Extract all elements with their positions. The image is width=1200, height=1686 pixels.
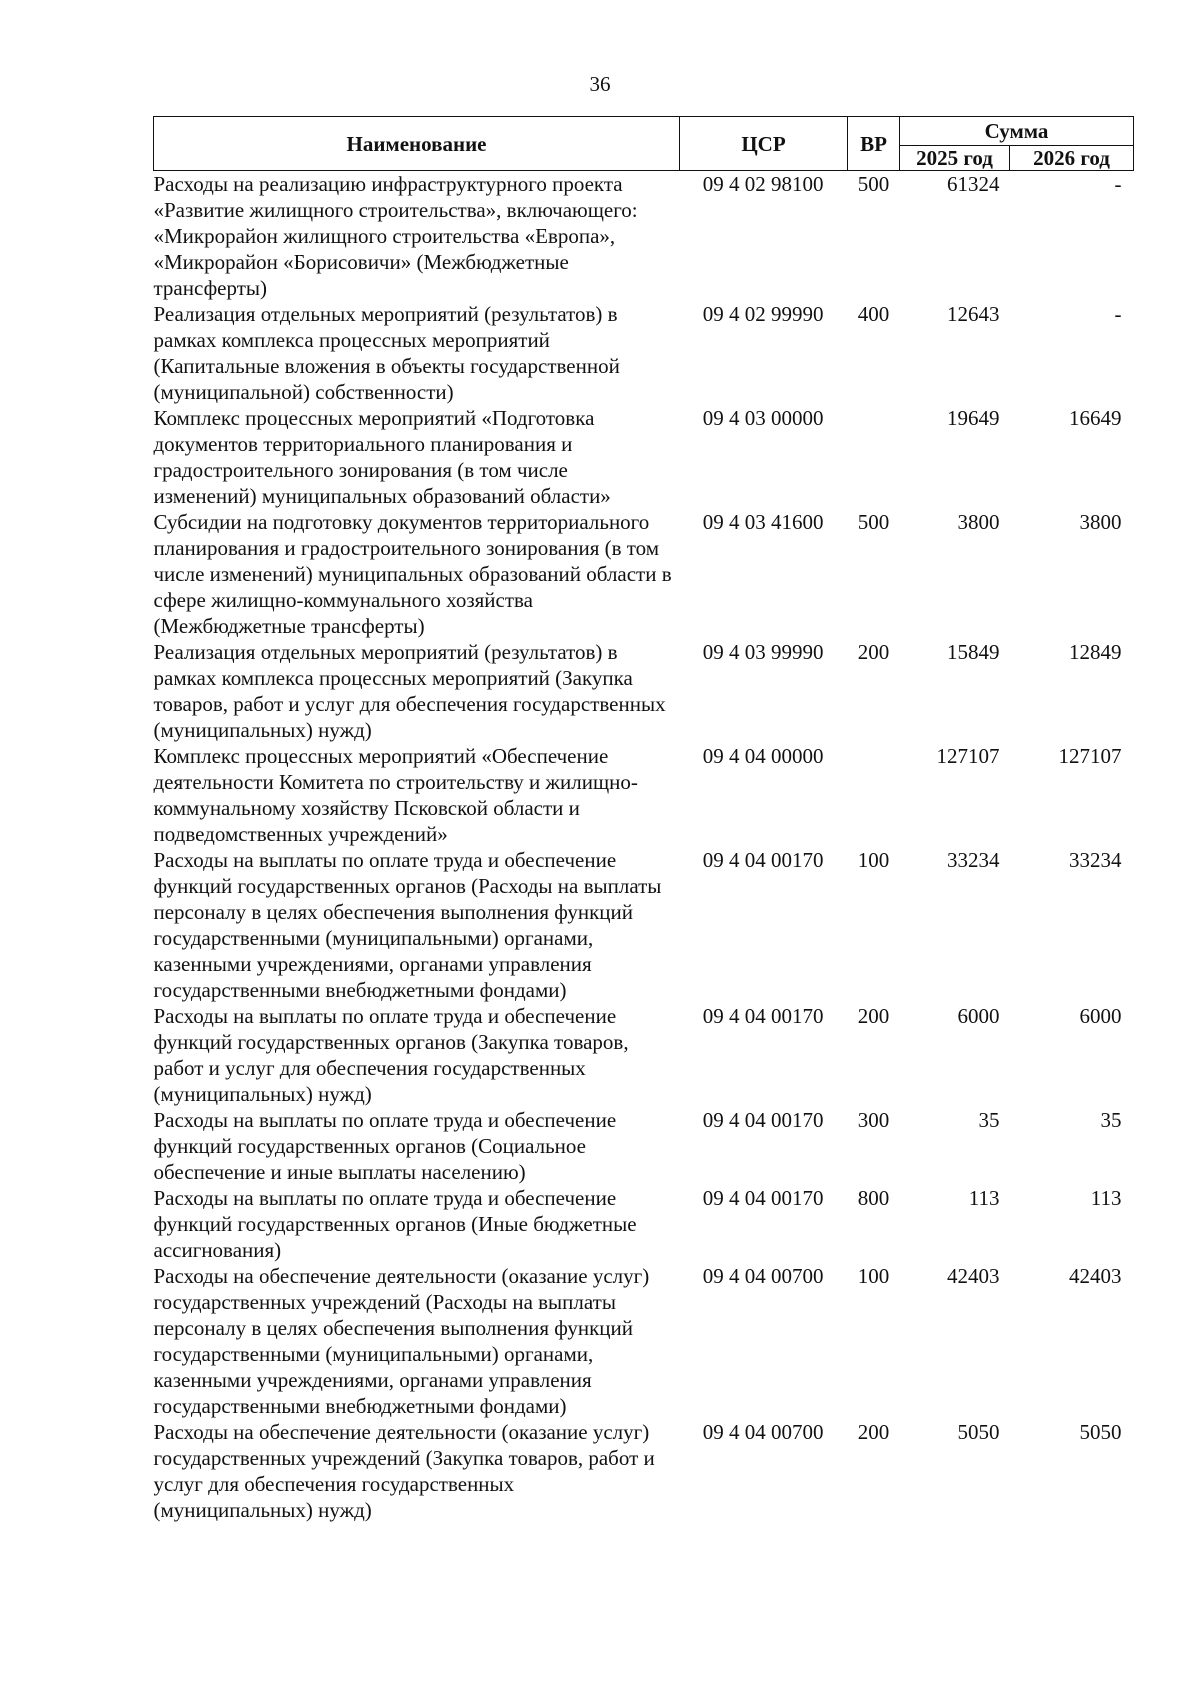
row-name: Расходы на реализацию инфраструктурного проекта «Развитие жилищного строительства», включающего: «Микрорайон жилищного строительства «Европа», «Микрорайон «Борисовичи» (Межбюджетные трансферты) <box>153 172 638 300</box>
header-vr: ВР <box>848 117 900 171</box>
row-vr: 200 <box>857 640 890 664</box>
row-name: Реализация отдельных мероприятий (результатов) в рамках комплекса процессных мероприятий (Закупка товаров, работ и услуг для обеспечения государственных (муниципальных) нужд) <box>153 640 666 742</box>
row-csr: 09 4 04 00000 <box>702 744 824 768</box>
row-amount-2026: 6000 <box>1079 1004 1122 1028</box>
row-amount-2026: - <box>1114 302 1122 326</box>
header-name: Наименование <box>154 117 680 171</box>
row-csr: 09 4 04 00170 <box>702 1004 824 1028</box>
header-csr: ЦСР <box>680 117 848 171</box>
row-amount-2026: 16649 <box>1069 406 1122 430</box>
row-vr: 300 <box>857 1108 890 1132</box>
row-name: Расходы на обеспечение деятельности (оказание услуг) государственных учреждений (Закупка товаров, работ и услуг для обеспечения государственных (муниципальных) нужд) <box>153 1420 655 1522</box>
row-amount-2026: 35 <box>1100 1108 1122 1132</box>
row-name: Комплекс процессных мероприятий «Обеспечение деятельности Комитета по строительству и жилищно-коммунальному хозяйству Псковской области и подведомственных учреждений» <box>153 744 638 846</box>
table-row <box>154 1419 1134 1523</box>
table-row <box>154 171 1134 302</box>
row-csr: 09 4 04 00170 <box>702 1108 824 1132</box>
row-vr: 500 <box>857 510 890 534</box>
table-row <box>154 1003 1134 1107</box>
row-csr: 09 4 04 00700 <box>702 1420 824 1444</box>
row-amount-2025: 61324 <box>947 172 1000 196</box>
row-name: Расходы на обеспечение деятельности (оказание услуг) государственных учреждений (Расходы на выплаты персоналу в целях обеспечения выполнения функций государственными (муниципальными) органами, казенными учреждениями, органами управления государственными внебюджетными фондами) <box>153 1264 650 1418</box>
row-amount-2026: 127107 <box>1058 744 1122 768</box>
budget-table <box>153 116 1134 1523</box>
table-row <box>154 1107 1134 1185</box>
row-csr: 09 4 03 00000 <box>702 406 824 430</box>
header-sum: Сумма <box>900 117 1134 146</box>
row-vr <box>848 743 900 847</box>
row-amount-2025: 19649 <box>947 406 1000 430</box>
row-amount-2025: 12643 <box>947 302 1000 326</box>
header-year-2025: 2025 год <box>900 146 1010 171</box>
row-csr: 09 4 04 00170 <box>702 1186 824 1210</box>
row-amount-2026: - <box>1114 172 1122 196</box>
table-row <box>154 743 1134 847</box>
row-name: Субсидии на подготовку документов территориального планирования и градостроительного зонирования (в том числе изменений) муниципальных образований области в сфере жилищно-коммунального хозяйства (Межбюджетные трансферты) <box>153 510 672 638</box>
table-body <box>154 171 1134 1524</box>
row-csr: 09 4 04 00700 <box>702 1264 824 1288</box>
row-vr: 100 <box>857 1264 890 1288</box>
table-row <box>154 509 1134 639</box>
table-header <box>154 117 1134 171</box>
row-vr: 500 <box>857 172 890 196</box>
row-csr: 09 4 03 99990 <box>702 640 824 664</box>
row-vr: 800 <box>857 1186 890 1210</box>
row-amount-2025: 42403 <box>947 1264 1000 1288</box>
row-csr: 09 4 04 00170 <box>702 848 824 872</box>
table-row <box>154 1185 1134 1263</box>
row-amount-2025: 15849 <box>947 640 1000 664</box>
row-csr: 09 4 02 99990 <box>702 302 824 326</box>
row-amount-2026: 33234 <box>1069 848 1122 872</box>
row-amount-2026: 42403 <box>1069 1264 1122 1288</box>
row-vr: 200 <box>857 1004 890 1028</box>
row-amount-2025: 127107 <box>936 744 1000 768</box>
row-name: Расходы на выплаты по оплате труда и обеспечение функций государственных органов (Социальное обеспечение и иные выплаты населению) <box>153 1108 617 1184</box>
row-amount-2025: 3800 <box>957 510 1000 534</box>
row-amount-2026: 3800 <box>1079 510 1122 534</box>
row-amount-2026: 5050 <box>1079 1420 1122 1444</box>
table-row <box>154 301 1134 405</box>
row-name: Расходы на выплаты по оплате труда и обеспечение функций государственных органов (Расходы на выплаты персоналу в целях обеспечения выполнения функций государственными (муниципальными) органами, казенными учреждениями, органами управления государственными внебюджетными фондами) <box>153 848 662 1002</box>
row-amount-2025: 35 <box>978 1108 1000 1132</box>
row-amount-2026: 113 <box>1090 1186 1122 1210</box>
page-number: 36 <box>589 72 611 96</box>
row-vr: 200 <box>857 1420 890 1444</box>
row-name: Расходы на выплаты по оплате труда и обеспечение функций государственных органов (Закупка товаров, работ и услуг для обеспечения государственных (муниципальных) нужд) <box>153 1004 629 1106</box>
row-amount-2025: 6000 <box>957 1004 1000 1028</box>
row-vr <box>848 405 900 509</box>
row-amount-2025: 113 <box>968 1186 1000 1210</box>
table-row <box>154 639 1134 743</box>
row-name: Реализация отдельных мероприятий (результатов) в рамках комплекса процессных мероприятий (Капитальные вложения в объекты государственной (муниципальной) собственности) <box>153 302 620 404</box>
row-name: Комплекс процессных мероприятий «Подготовка документов территориального планирования и градостроительного зонирования (в том числе изменений) муниципальных образований области» <box>153 406 611 508</box>
row-name: Расходы на выплаты по оплате труда и обеспечение функций государственных органов (Иные бюджетные ассигнования) <box>153 1186 637 1262</box>
row-amount-2026: 12849 <box>1069 640 1122 664</box>
row-vr: 400 <box>857 302 890 326</box>
row-vr: 100 <box>857 848 890 872</box>
row-amount-2025: 33234 <box>947 848 1000 872</box>
table-row <box>154 1263 1134 1419</box>
row-csr: 09 4 02 98100 <box>702 172 824 196</box>
header-year-2026: 2026 год <box>1010 146 1134 171</box>
row-amount-2025: 5050 <box>957 1420 1000 1444</box>
table-row <box>154 405 1134 509</box>
row-csr: 09 4 03 41600 <box>702 510 824 534</box>
table-row <box>154 847 1134 1003</box>
